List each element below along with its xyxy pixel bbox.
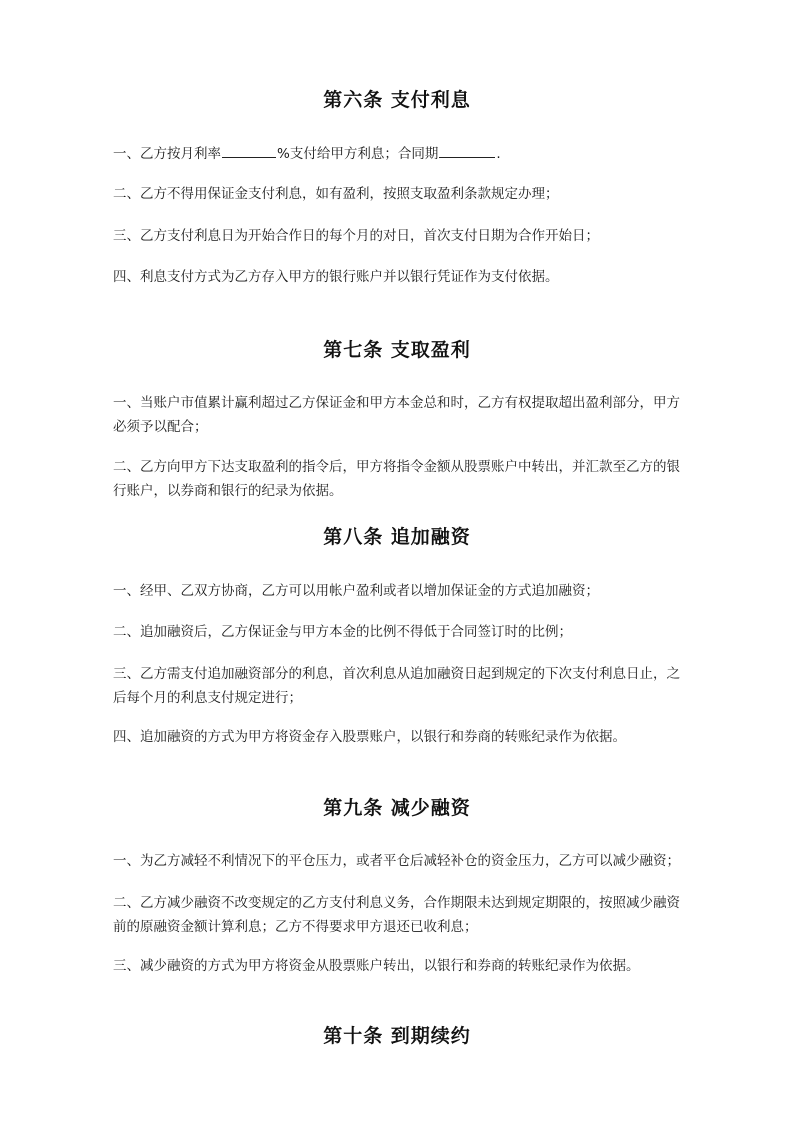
article-9-clause-2: 二、乙方减少融资不改变规定的乙方支付利息义务，合作期限未达到规定期限的，按照减少融资前的原融资金额计算利息；乙方不得要求甲方退还已收利息； xyxy=(113,895,680,935)
clause-text-pre: 一、乙方按月利率 xyxy=(113,146,221,162)
article-7-title: 第七条 支取盈利 xyxy=(323,339,471,361)
article-6-title: 第六条 支付利息 xyxy=(323,89,471,111)
article-8-clause-4: 四、追加融资的方式为甲方将资金存入股票账户，以银行和券商的转账纪录作为依据。 xyxy=(113,729,626,745)
article-10-title: 第十条 到期续约 xyxy=(323,1025,471,1047)
contract-term-blank xyxy=(439,156,495,158)
monthly-rate-blank xyxy=(222,156,276,158)
article-8-clause-1: 一、经甲、乙双方协商，乙方可以用帐户盈利或者以增加保证金的方式追加融资； xyxy=(113,583,599,599)
article-7-clause-1: 一、当账户市值累计赢利超过乙方保证金和甲方本金总和时，乙方有权提取超出盈利部分，甲方必须予以配合； xyxy=(113,395,680,435)
article-9-title: 第九条 减少融资 xyxy=(323,797,471,819)
article-9-clause-3: 三、减少融资的方式为甲方将资金从股票账户转出，以银行和券商的转账纪录作为依据。 xyxy=(113,958,640,974)
article-9-clause-1: 一、为乙方减轻不利情况下的平仓压力，或者平仓后减轻补仓的资金压力，乙方可以减少融资； xyxy=(113,853,680,869)
article-7-clause-2: 二、乙方向甲方下达支取盈利的指令后，甲方将指令金额从股票账户中转出，并汇款至乙方的银行账户，以券商和银行的纪录为依据。 xyxy=(113,459,680,499)
article-6-clause-4: 四、利息支付方式为乙方存入甲方的银行账户并以银行凭证作为支付依据。 xyxy=(113,269,559,285)
article-6-clause-2: 二、乙方不得用保证金支付利息，如有盈利，按照支取盈利条款规定办理； xyxy=(113,186,559,202)
article-6-clause-3: 三、乙方支付利息日为开始合作日的每个月的对日，首次支付日期为合作开始日； xyxy=(113,228,599,244)
clause-text-mid: %支付给甲方利息；合同期 xyxy=(277,146,439,162)
article-6-clause-1 xyxy=(113,142,685,166)
article-8-title: 第八条 追加融资 xyxy=(323,526,471,548)
article-8-clause-2: 二、追加融资后，乙方保证金与甲方本金的比例不得低于合同签订时的比例； xyxy=(113,624,572,640)
article-8-clause-3: 三、乙方需支付追加融资部分的利息，首次利息从追加融资日起到规定的下次支付利息日止，之后每个月的利息支付规定进行； xyxy=(113,666,680,706)
clause-text-post: . xyxy=(496,146,501,162)
